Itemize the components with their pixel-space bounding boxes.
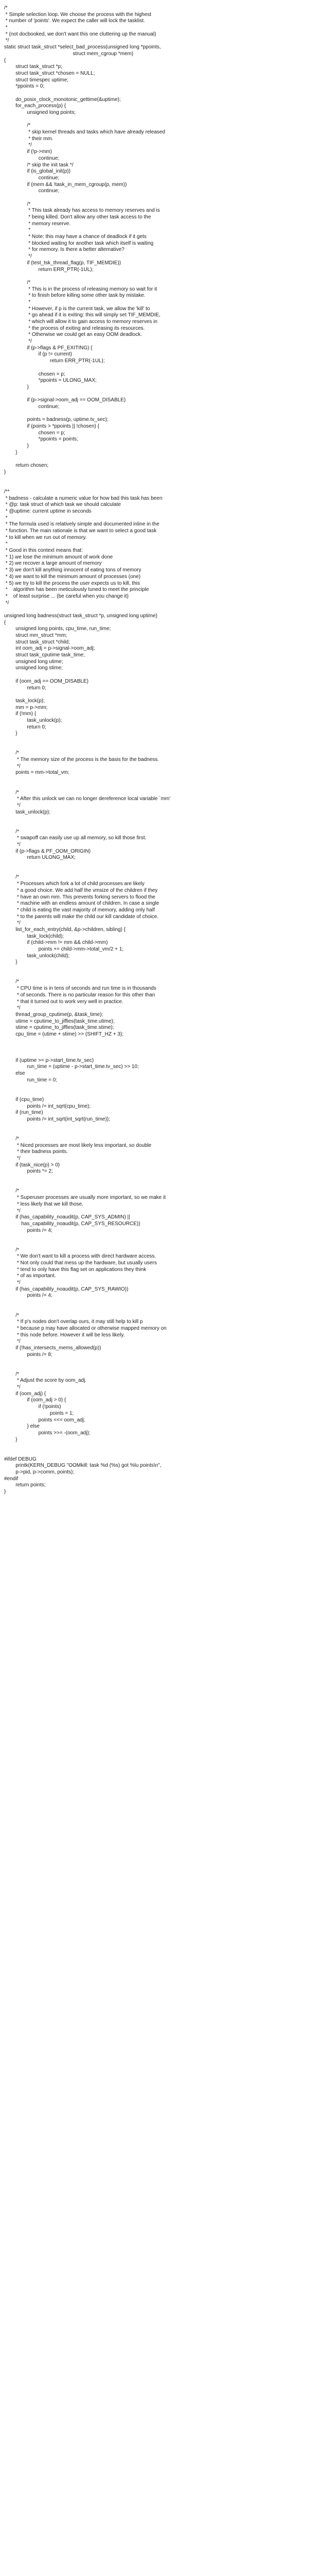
code-line: * If p's nodes don't overlap ours, it may still help to kill p [4, 1319, 143, 1325]
code-line: *ppoints = points; [4, 436, 78, 443]
code-line: chosen = p; [4, 371, 65, 377]
code-line: task_unlock(child); [4, 953, 70, 959]
code-line: * the process of exiting and releasing its resources. [4, 325, 145, 331]
code-line: points = mm->total_vm; [4, 770, 69, 776]
code-line: * machine with an endless amount of children. In case a single [4, 901, 159, 907]
code-line: * Niced processes are most likely less important, so double [4, 1142, 152, 1148]
code-line [4, 1182, 317, 1189]
code-line: return chosen; [4, 463, 49, 469]
code-line: */ [4, 1156, 21, 1161]
code-line: * The formula used is relatively simple and documented inline in the [4, 521, 159, 528]
code-line: points /= 8; [4, 1351, 52, 1358]
code-line: continue; [4, 155, 60, 161]
code-line: if (points > *ppoints || !chosen) { [4, 423, 100, 429]
code-line: * (not docbooked, we don't want this one cluttering up the manual) [4, 31, 156, 37]
code-line: struct timespec uptime; [4, 77, 69, 83]
code-line: mm = p->mm; [4, 704, 48, 710]
code-line: } [4, 1436, 17, 1443]
code-line: * 3) we don't kill anything innocent of eating tons of memory [4, 567, 141, 573]
code-line: */ [4, 600, 9, 606]
code-line: * [4, 299, 31, 305]
code-line: * Not only could that mess up the hardware, but usually users [4, 1260, 157, 1266]
code-line: } [4, 1489, 6, 1495]
code-line: /* [4, 1188, 19, 1194]
code-line: return points; [4, 1482, 46, 1488]
code-line: * CPU time is in tens of seconds and run time is in thousands [4, 986, 156, 992]
code-line: * for memory. Is there a better alternative? [4, 247, 124, 253]
code-line: */ [4, 253, 32, 260]
code-line: points /= 4; [4, 1227, 52, 1233]
code-line: #ifdef DEBUG [4, 1456, 37, 1462]
code-line: unsigned long utime; [4, 658, 63, 665]
code-line: * Otherwise we could get an easy OOM deadlock. [4, 332, 142, 338]
code-line: */ [4, 142, 32, 148]
code-line: if (p->signal->oom_adj == OOM_DISABLE) [4, 397, 126, 403]
code-line: * 1) we lose the minimum amount of work done [4, 554, 113, 560]
code-line: task_unlock(p); [4, 809, 51, 815]
code-line: if (is_global_init(p)) [4, 168, 70, 175]
code-line: /* [4, 1312, 19, 1318]
code-line: */ [4, 763, 21, 769]
code-line: } [4, 469, 6, 475]
code-line: /** [4, 488, 10, 495]
code-line: points /= 4; [4, 1293, 52, 1299]
code-line: * to kill when we run out of memory. [4, 534, 87, 540]
code-line: */ [4, 1208, 21, 1214]
code-line: * number of 'points'. We expect the caller will lock the tasklist. [4, 18, 145, 24]
code-line: *ppoints = ULONG_MAX; [4, 378, 97, 384]
code-line: * [4, 25, 8, 31]
code-line [4, 1044, 317, 1051]
code-line: static struct task_struct *select_bad_process(unsigned long *ppoints, [4, 44, 161, 50]
code-line [4, 1038, 317, 1045]
code-line [4, 476, 317, 483]
code-line: * Note: this may have a chance of deadlock if it gets [4, 234, 147, 240]
code-line: * which will allow it to gain access to memory reserves in [4, 319, 157, 325]
code-line: stime = cputime_to_jiffies(task_time.stime); [4, 1025, 114, 1031]
code-line: has_capability_noaudit(p, CAP_SYS_RESOURCE)) [4, 1221, 140, 1227]
code-line: * blocked waiting for another task which itself is waiting [4, 240, 154, 246]
code-line: printk(KERN_DEBUG "OOMkill: task %d (%s) got %lu points\n", [4, 1463, 162, 1469]
code-line: if (!has_intersects_mems_allowed(p)) [4, 1345, 101, 1351]
code-line [4, 691, 317, 698]
code-line: if (oom_adj > 0) { [4, 1397, 66, 1403]
code-line: continue; [4, 175, 60, 181]
code-line: if (mem && !task_in_mem_cgroup(p, mem)) [4, 181, 127, 188]
code-line: * their mm. [4, 135, 53, 142]
code-line [4, 482, 317, 489]
code-line: utime = cputime_to_jiffies(task_time.utime); [4, 1018, 115, 1024]
code-line [4, 816, 317, 822]
code-line: if (oom_adj) { [4, 1391, 46, 1397]
code-line: * go ahead if it is exiting: this will simply set TIF_MEMDIE, [4, 312, 160, 318]
code-line: */ [4, 1384, 21, 1391]
code-line [4, 672, 317, 679]
code-line: * After this unlock we can no longer dereference local variable `mm' [4, 796, 171, 802]
code-line: struct task_struct *p; [4, 64, 62, 70]
code-line: /* [4, 750, 19, 756]
code-line: * to the parents will make the child our kill candidate of choice. [4, 913, 159, 920]
code-line: * 5) we try to kill the process the user expects us to kill, this [4, 580, 140, 586]
code-line: * Superuser processes are usually more important, so we make it [4, 1195, 166, 1201]
code-line: } [4, 731, 17, 737]
code-line: /* [4, 828, 19, 835]
code-line: * [4, 515, 8, 521]
code-line: } [4, 443, 29, 449]
code-line: run_time = (uptime - p->start_time.tv_sec) >> 10; [4, 1064, 139, 1070]
code-line: if (!mm) { [4, 711, 37, 717]
code-line: points *= 2; [4, 1168, 53, 1175]
code-line: if (has_capability_noaudit(p, CAP_SYS_RAWIO)) [4, 1286, 129, 1292]
code-line: /* skip the init task */ [4, 162, 74, 168]
code-line [4, 1090, 317, 1097]
code-line: * child is eating the vast majority of memory, adding only half [4, 907, 155, 913]
code-line: } [4, 449, 17, 455]
code-line: */ [4, 802, 21, 808]
code-line: * of seconds. There is no particular reason for this other than [4, 992, 155, 998]
code-line: points = 1; [4, 1410, 74, 1416]
code-line [4, 411, 317, 417]
code-line: * swapoff can easily use up all memory, so kill those first. [4, 835, 147, 841]
code-line: struct task_cputime task_time; [4, 652, 85, 658]
code-line [4, 1306, 317, 1313]
code-line: struct task_struct *chosen = NULL; [4, 70, 95, 76]
code-line: * tend to only have this flag set on applications they think [4, 1266, 147, 1273]
code-line [4, 1051, 317, 1058]
code-line: * @p: task struct of which task we should calculate [4, 502, 121, 508]
code-line [4, 868, 317, 875]
code-line: */ [4, 842, 21, 848]
code-line: int oom_adj = p->signal->oom_adj; [4, 646, 95, 652]
code-line: continue; [4, 403, 60, 410]
code-line: */ [4, 1005, 21, 1011]
code-line: unsigned long badness(struct task_struct *p, unsigned long uptime) [4, 613, 157, 619]
code-line: run_time = 0; [4, 1077, 58, 1083]
code-line: * Good in this context means that: [4, 548, 83, 554]
code-line: */ [4, 1338, 21, 1345]
code-line: list_for_each_entry(child, &p->children, sibling) { [4, 926, 126, 933]
code-line: * less likely that we kill those. [4, 1201, 83, 1207]
code-line [4, 606, 317, 613]
code-line: /* [4, 1371, 19, 1377]
code-line: task_lock(p); [4, 698, 45, 704]
code-line: { [4, 57, 6, 63]
code-line [4, 1241, 317, 1247]
code-line: { [4, 619, 6, 625]
code-line: /* [4, 1247, 19, 1253]
code-line: * 2) we recover a large amount of memory [4, 561, 102, 567]
code-line: *ppoints = 0; [4, 83, 45, 90]
code-line: } [4, 959, 17, 965]
code-line: if (!points) [4, 1404, 61, 1410]
code-line: struct mm_struct *mm; [4, 633, 67, 638]
code-line [4, 273, 317, 280]
code-line: /* [4, 5, 8, 11]
code-line: */ [4, 1280, 21, 1286]
code-line [4, 1123, 317, 1130]
code-line: * @uptime: current uptime in seconds [4, 508, 92, 514]
code-line: unsigned long points; [4, 110, 76, 115]
code-line: continue; [4, 188, 60, 194]
code-line: * Simple selection loop. We choose the process with the highest [4, 11, 152, 18]
code-line: /* [4, 874, 19, 880]
code-line [4, 1083, 317, 1090]
code-line [4, 744, 317, 751]
code-line: unsigned long points, cpu_time, run_time; [4, 626, 111, 632]
code-line [4, 391, 317, 398]
code-line: * function. The main rationale is that we want to select a good task [4, 528, 157, 534]
code-line [4, 1299, 317, 1306]
code-line: return 0; [4, 685, 46, 691]
code-line [4, 90, 317, 97]
code-line: points /= int_sqrt(int_sqrt(run_time)); [4, 1116, 110, 1122]
code-line: */ [4, 338, 32, 345]
code-line [4, 861, 317, 868]
code-line [4, 1450, 317, 1456]
code-line: * of least surprise ... (be careful when you change it) [4, 593, 129, 599]
code-line: if (cpu_time) [4, 1096, 44, 1103]
code-line: * have an own mm. This prevents forking servers to flood the [4, 894, 155, 900]
code-line: } else [4, 1423, 40, 1430]
code-line: if (uptime >= p->start_time.tv_sec) [4, 1057, 94, 1063]
code-line: * 4) we want to kill the minimum amount of processes (one) [4, 573, 141, 580]
code-line: * badness - calculate a numeric value for how bad this task has been [4, 495, 163, 501]
code-line: points >>= -(oom_adj); [4, 1430, 91, 1436]
code-line [4, 1234, 317, 1241]
code-line: points <<= oom_adj; [4, 1417, 85, 1423]
code-line [4, 1443, 317, 1450]
code-line: * Adjust the score by oom_adj. [4, 1378, 87, 1384]
code-line: task_unlock(p); [4, 717, 62, 723]
code-line: return ERR_PTR(-1UL); [4, 266, 94, 273]
code-line [4, 1365, 317, 1371]
code-line: if (test_tsk_thread_flag(p, TIF_MEMDIE)) [4, 260, 121, 266]
code-line: thread_group_cputime(p, &task_time); [4, 1011, 103, 1018]
code-line: if (child->mm != mm && child->mm) [4, 940, 108, 946]
code-line [4, 1175, 317, 1182]
code-line: * We don't want to kill a process with direct hardware access. [4, 1253, 156, 1260]
code-line: * [4, 227, 31, 233]
code-line: if (has_capability_noaudit(p, CAP_SYS_ADMIN) || [4, 1214, 130, 1221]
code-line: /* [4, 279, 31, 285]
code-line: * this node before. However it will be less likely. [4, 1332, 125, 1338]
code-line: * that it turned out to work very well in practice. [4, 998, 123, 1005]
code-line: * Processes which fork a lot of child processes are likely [4, 881, 145, 887]
code-line: * being killed. Don't allow any other task access to the [4, 214, 151, 220]
code-line: for_each_process(p) { [4, 103, 66, 109]
code-line: /* [4, 1136, 19, 1142]
code-line: * This task already has access to memory reserves and is [4, 208, 160, 214]
code-line [4, 776, 317, 783]
code-line: task_lock(child); [4, 933, 64, 939]
code-line: * This is in the process of releasing memory so wait for it [4, 286, 157, 292]
code-line: * However, if p is the current task, we allow the 'kill' to [4, 306, 150, 312]
code-line: * memory reserve. [4, 221, 70, 227]
code-line: } [4, 384, 29, 390]
code-line: else [4, 1071, 25, 1077]
code-line: return 0; [4, 724, 46, 730]
code-line: cpu_time = (utime + stime) >> (SHIFT_HZ + 3); [4, 1031, 124, 1037]
code-line [4, 195, 317, 201]
code-line [4, 966, 317, 973]
code-line: unsigned long stime; [4, 665, 63, 671]
code-line: points /= int_sqrt(cpu_time); [4, 1103, 91, 1109]
code-line: /* [4, 201, 31, 207]
code-line: return ULONG_MAX; [4, 855, 76, 861]
code-line: * their badness points. [4, 1149, 68, 1155]
code-line: */ [4, 920, 21, 926]
code-line: struct task_struct *child; [4, 639, 70, 645]
code-line [4, 1129, 317, 1136]
code-line: chosen = p; [4, 430, 65, 436]
code-line: if (run_time) [4, 1110, 43, 1116]
code-line [4, 973, 317, 979]
code-line: */ [4, 38, 9, 44]
code-line: if (p->flags & PF_EXITING) { [4, 345, 93, 351]
code-line: p->pid, p->comm, points); [4, 1469, 75, 1475]
code-line: if (!p->mm) [4, 149, 52, 155]
code-line [4, 783, 317, 790]
code-line: if (oom_adj == OOM_DISABLE) [4, 678, 88, 684]
code-line [4, 456, 317, 463]
code-line: * because p may have allocated or otherwise mapped memory on [4, 1325, 167, 1331]
code-line: * skip kernel threads and tasks which have already released [4, 129, 165, 135]
code-line [4, 116, 317, 123]
code-line: * [4, 541, 8, 547]
code-line [4, 1358, 317, 1365]
code-line: struct mem_cgroup *mem) [4, 50, 134, 57]
code-line: #endif [4, 1476, 19, 1482]
code-line [4, 365, 317, 371]
code-line: /* [4, 789, 19, 795]
code-line: * a good choice. We add half the vmsize of the children if they [4, 887, 158, 893]
code-line: * The memory size of the process is the basis for the badness. [4, 757, 159, 763]
code-line: if (task_nice(p) > 0) [4, 1162, 60, 1168]
code-line: /* [4, 123, 31, 129]
code-line: points += child->mm->total_vm/2 + 1; [4, 946, 124, 952]
code-line [4, 822, 317, 829]
code-line: * algorithm has been meticulously tuned to meet the principle [4, 587, 149, 593]
code-line: if (p->flags & PF_OOM_ORIGIN) [4, 848, 91, 854]
code-line: * of as important. [4, 1273, 56, 1279]
code-line: points = badness(p, uptime.tv_sec); [4, 417, 109, 423]
code-line: * to finish before killing some other task by mistake. [4, 293, 146, 299]
code-line: return ERR_PTR(-1UL); [4, 358, 105, 364]
code-line: do_posix_clock_monotonic_gettime(&uptime); [4, 96, 121, 103]
code-line: /* [4, 979, 19, 985]
code-line [4, 737, 317, 744]
code-line: if (p != current) [4, 351, 72, 358]
